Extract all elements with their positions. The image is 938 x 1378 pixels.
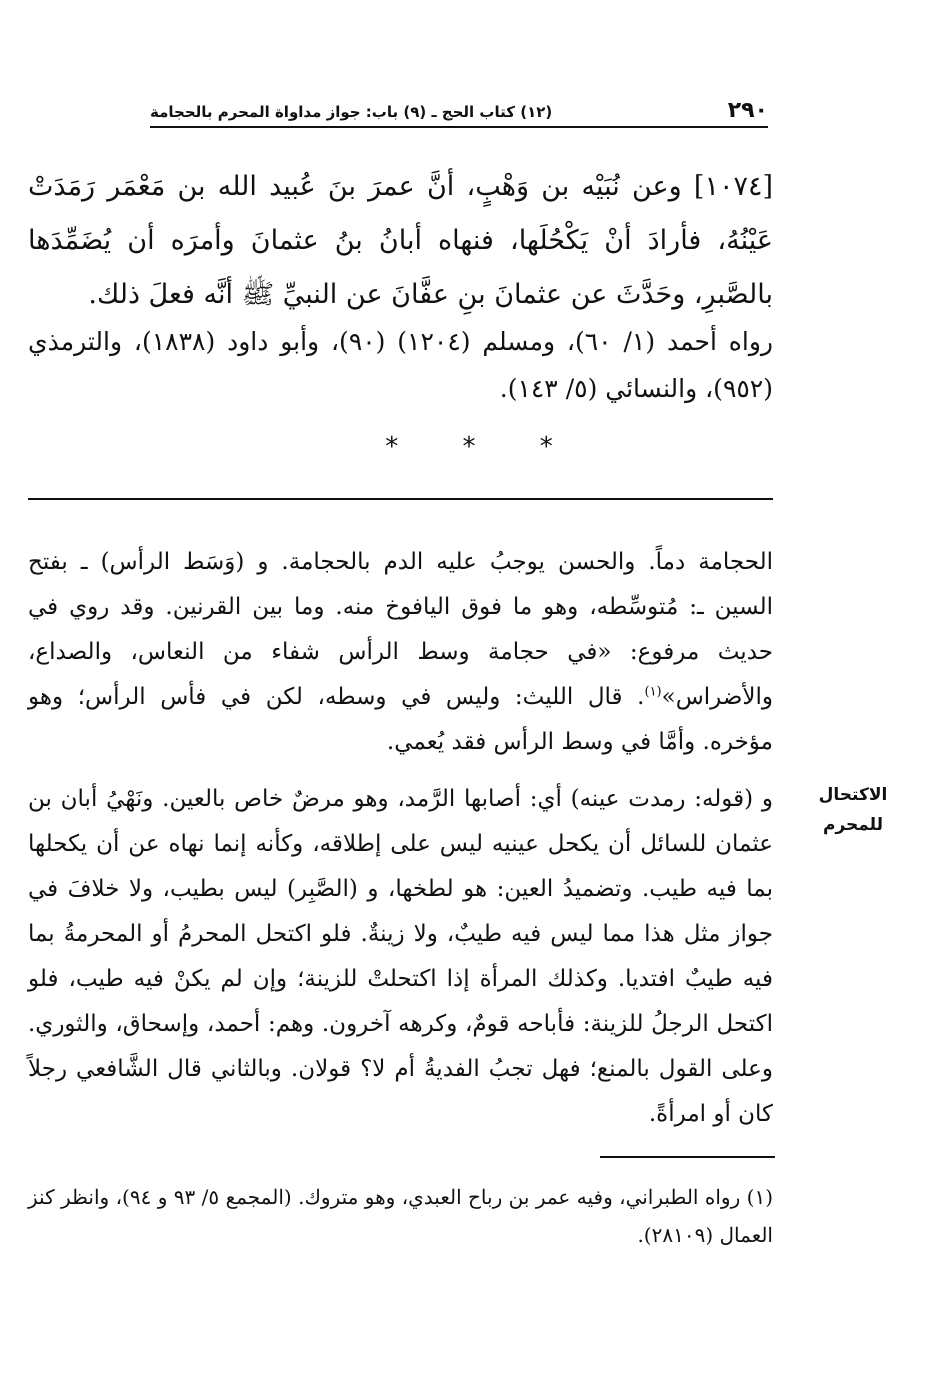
footnote-reference: (١) bbox=[644, 684, 662, 700]
running-title: (١٢) كتاب الحج ـ (٩) باب: جواز مداواة المحرم بالحجامة bbox=[150, 103, 553, 121]
footnote-rule bbox=[600, 1156, 775, 1158]
page-header bbox=[150, 92, 768, 128]
separator-star: * bbox=[462, 432, 476, 462]
hadith-text: [١٠٧٤] وعن نُبَيْه بن وَهْبٍ، أنَّ عمرَ بنَ عُبيد الله بن مَعْمَر رَمَدَتْ عَيْنُهُ، فأرادَ أنْ يَكْحُلَها، فنهاه أبانُ بنُ عثمانَ وأمرَه أن يُضَمِّدَها بالصَّبرِ، وحَدَّثَ عن عثمانَ بنِ عفَّانَ عن النبيِّ ﷺ أنَّه فعلَ ذلك. bbox=[28, 171, 773, 310]
separator-star: * bbox=[539, 432, 553, 462]
footnote: (١) رواه الطبراني، وفيه عمر بن رباح العبدي، وهو متروك. (المجمع ٥/ ٩٣ و ٩٤)، وانظر كنز العمال (٢٨١٠٩). bbox=[28, 1185, 773, 1247]
hadith-takhrij: رواه أحمد (١/ ٦٠)، ومسلم (١٢٠٤) (٩٠)، وأبو داود (١٨٣٨)، والترمذي (٩٥٢)، والنسائي (٥/ ١٤٣). bbox=[28, 327, 773, 403]
text-commentary-divider bbox=[28, 498, 773, 500]
page-number: ٢٩٠ bbox=[727, 98, 768, 123]
separator-star: * bbox=[385, 432, 399, 462]
margin-heading: الاكتحال للمحرم bbox=[818, 785, 888, 835]
commentary-paragraph-1 bbox=[28, 540, 773, 765]
section-separator bbox=[0, 432, 938, 462]
commentary-paragraph-2: و (قوله: رمدت عينه) أي: أصابها الرَّمد، وهو مرضٌ خاص بالعين. ونَهْيُ أبان بن عثمان للسائل أن يكحل عينيه ليس على إطلاقه، وكأنه إنما نهاه عن أن يكحلها بما فيه طيب. وتضميدُ العين: هو لطخها، و (الصَّبِر) ليس بطيب، ولا خلافَ في جواز مثل هذا مما ليس فيه طيبٌ، ولا زينةٌ. فلو اكتحل المحرمُ أو المحرمةُ بما فيه طيبٌ افتديا. وكذلك المرأة إذا اكتحلتْ للزينة؛ وإن لم يكنْ فيه طيب، فلو اكتحل الرجلُ للزينة: فأباحه قومٌ، وكرهه آخرون. وهم: أحمد، وإسحاق، والثوري. وعلى القول بالمنع؛ فهل تجبُ الفديةُ أم لا؟ قولان. وبالثاني قال الشَّافعي رجلاً كان أو امرأةً. bbox=[28, 786, 773, 1127]
commentary-text: الحجامة دماً. والحسن يوجبُ عليه الدم بالحجامة. و (وَسَط الرأس) ـ بفتح السين ـ: مُتوسِّطه، وهو ما فوق اليافوخ منه. وما بين القرنين. وقد روي في حديث مرفوع: «في حجامة وسط الرأس شفاء من النعاس، والصداع، والأضراس» bbox=[28, 549, 773, 710]
commentary-text: . قال الليث: وليس في وسطه، لكن في فأس الرأس؛ وهو مؤخره. وأمَّا في وسط الرأس فقد يُعمي. bbox=[28, 684, 773, 755]
